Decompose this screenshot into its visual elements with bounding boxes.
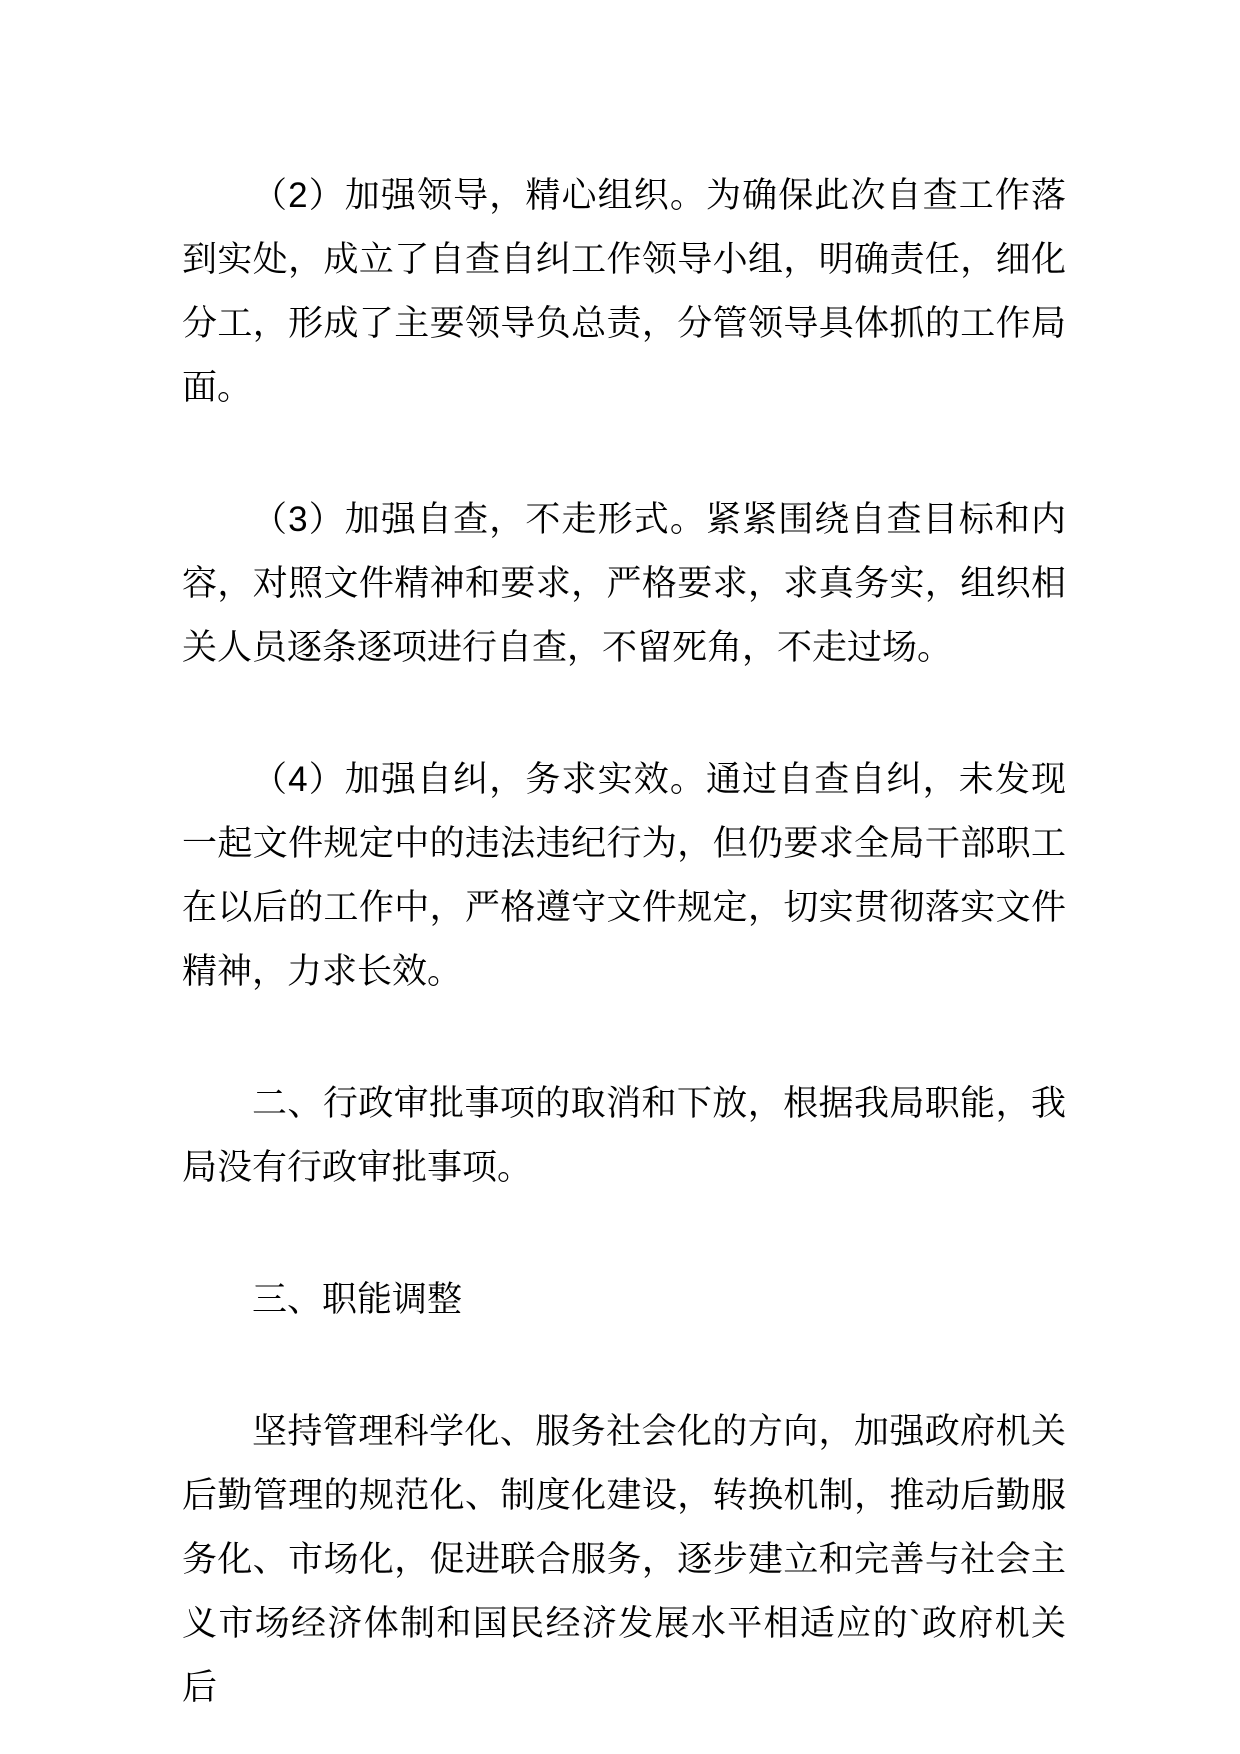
section-heading-administrative-approval: 二、行政审批事项的取消和下放，根据我局职能，我局没有行政审批事项。 <box>182 1084 1066 1187</box>
document-page <box>182 164 1066 1720</box>
paragraph-function-adjustment-body: 坚持管理科学化、服务社会化的方向，加强政府机关后勤管理的规范化、制度化建设，转换机制，推动后勤服务化、市场化，促进联合服务，逐步建立和完善与社会主义市场经济体制和国民经济发展水平相适应的`政府机关后 <box>182 1412 1066 1707</box>
paragraph-strengthen-leadership: （2）加强领导，精心组织。为确保此次自查工作落到实处，成立了自查自纠工作领导小组，明确责任，细化分工，形成了主要领导负总责，分管领导具体抓的工作局面。 <box>182 176 1066 407</box>
section-heading-function-adjustment: 三、职能调整 <box>252 1280 463 1319</box>
paragraph-strengthen-self-inspection: （3）加强自查，不走形式。紧紧围绕自查目标和内容，对照文件精神和要求，严格要求，求真务实，组织相关人员逐条逐项进行自查，不留死角，不走过场。 <box>182 500 1066 667</box>
paragraph-strengthen-self-correction: （4）加强自纠，务求实效。通过自查自纠，未发现一起文件规定中的违法违纪行为，但仍要求全局干部职工在以后的工作中，严格遵守文件规定，切实贯彻落实文件精神，力求长效。 <box>182 760 1066 991</box>
